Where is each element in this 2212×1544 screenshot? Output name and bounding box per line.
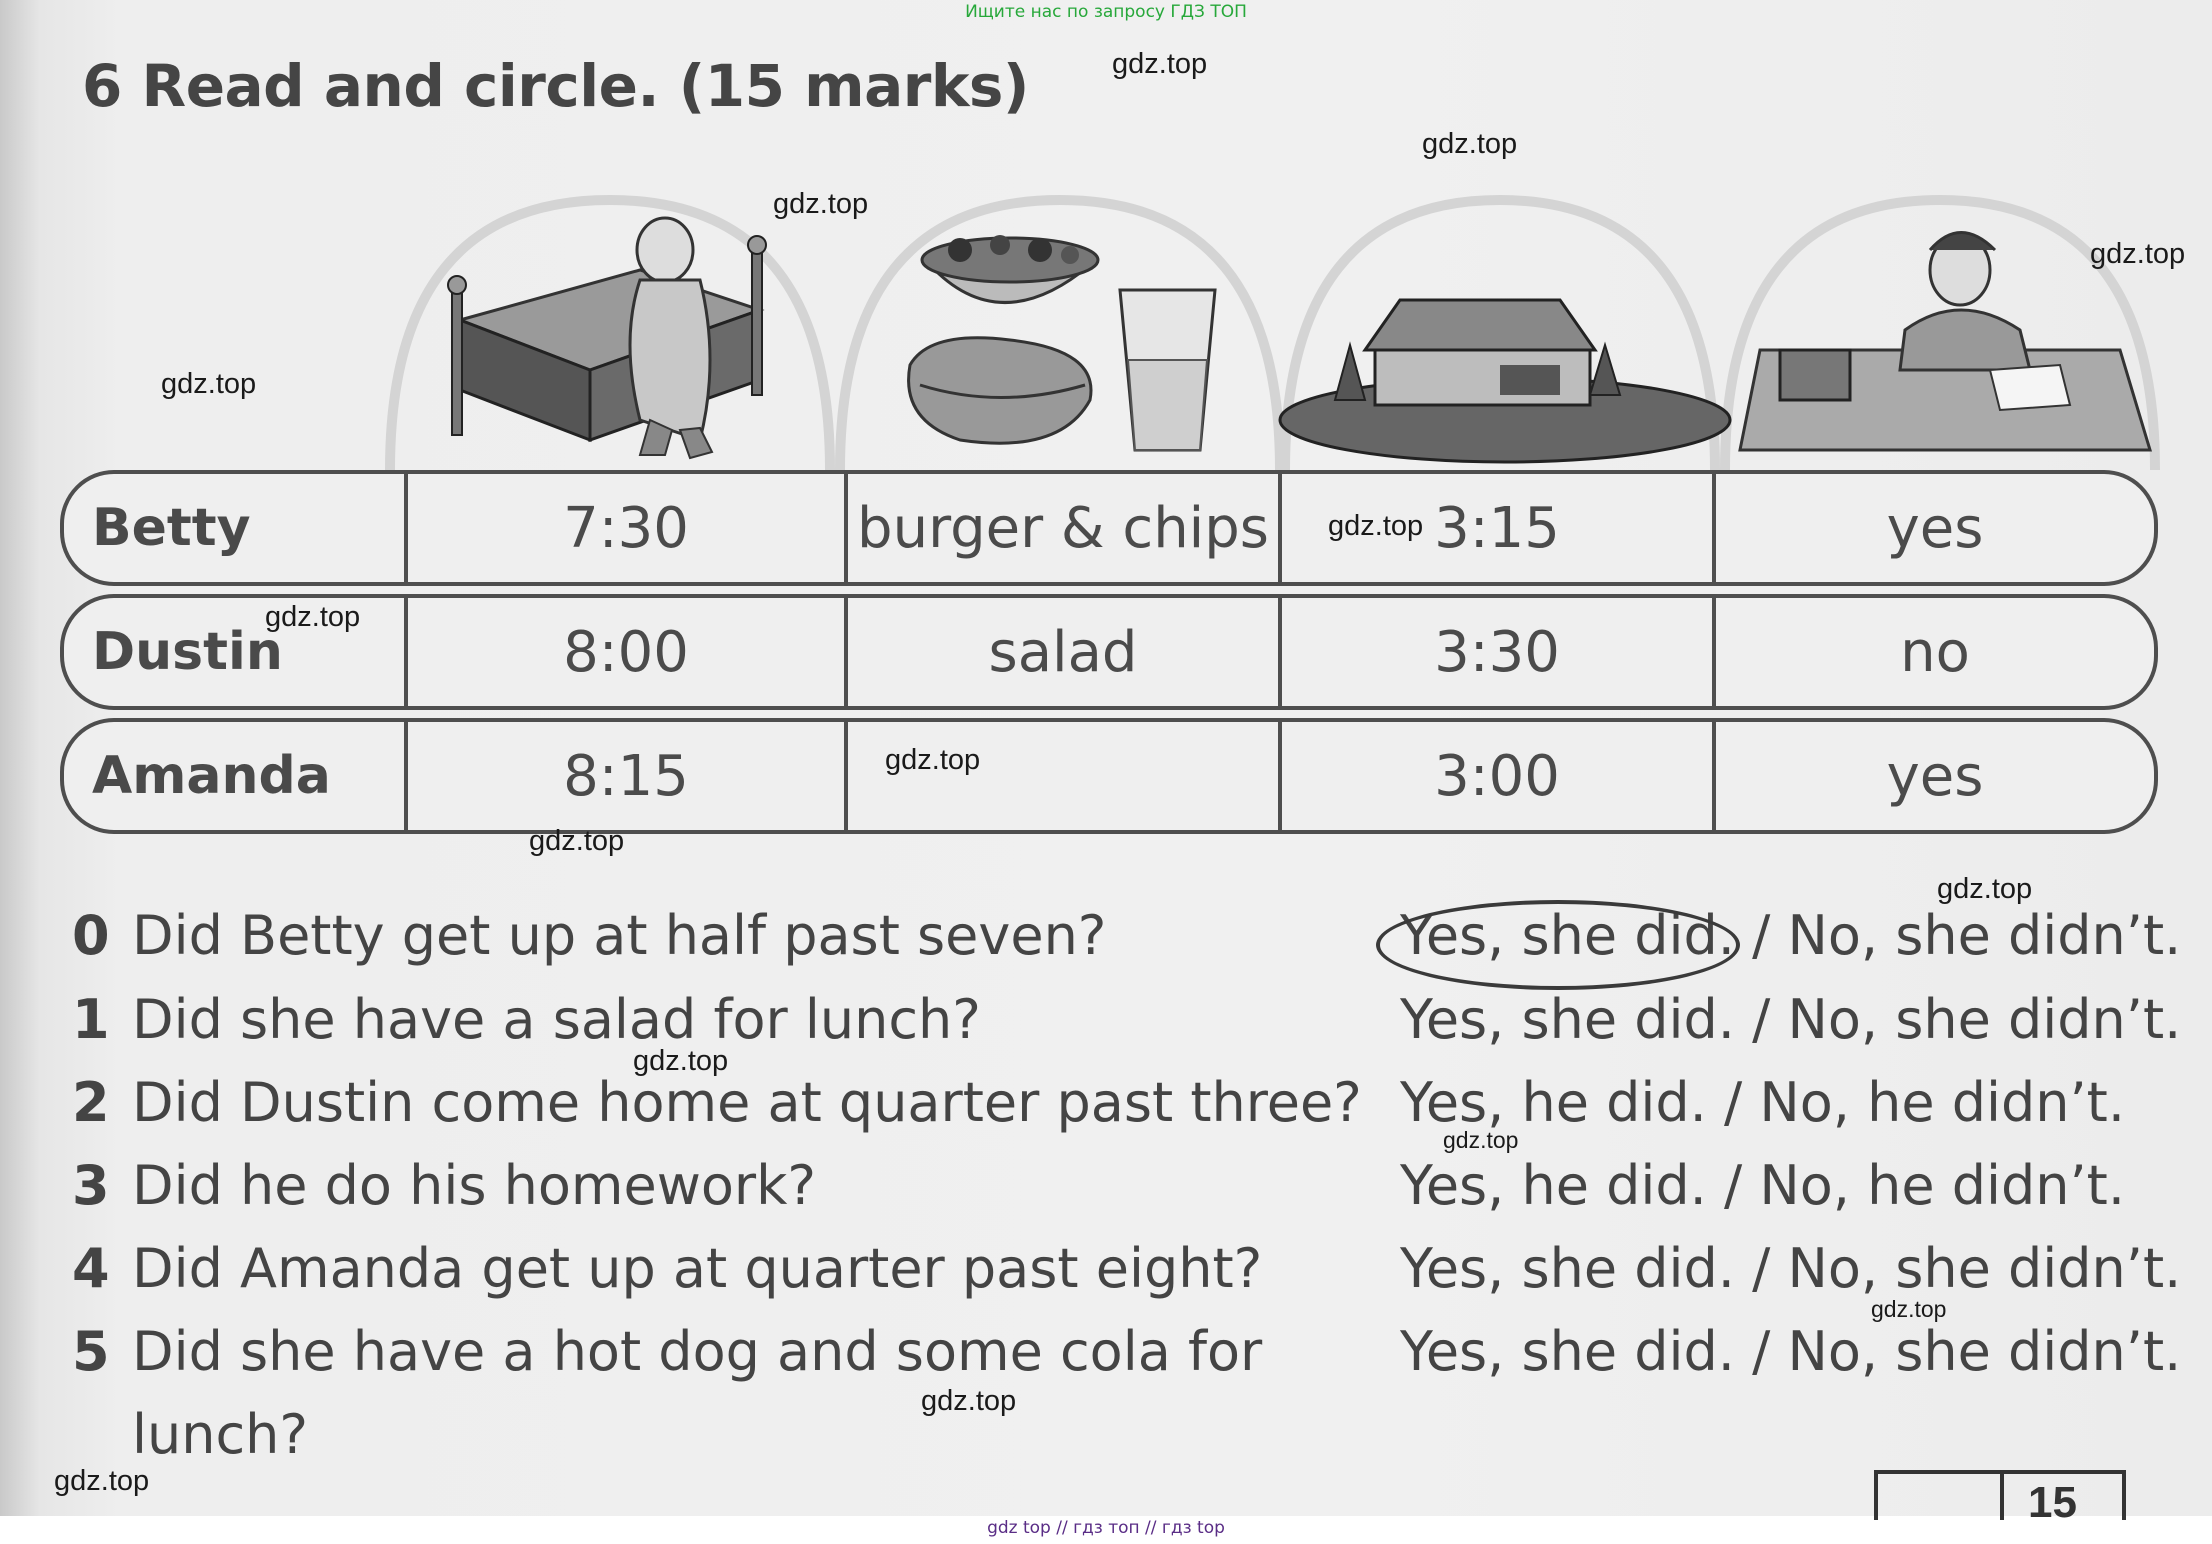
watermark: gdz.top (921, 1385, 1017, 1417)
getup-time: 7:30 (563, 495, 689, 561)
watermark: gdz.top (1422, 128, 1518, 160)
schedule-table (60, 470, 2158, 842)
watermark: gdz.top (1328, 510, 1424, 542)
question-5-continued: lunch? (132, 1403, 309, 1466)
table-row (60, 718, 2158, 834)
table-row (60, 594, 2158, 710)
watermark: gdz.top (885, 744, 981, 776)
watermark: gdz.top (529, 825, 625, 857)
getup-time: 8:00 (563, 619, 689, 685)
question-4: 4 Did Amanda get up at quarter past eight? (72, 1237, 1263, 1300)
watermark: gdz.top (1871, 1296, 1947, 1322)
question-1: 1 Did she have a salad for lunch? (72, 988, 981, 1051)
watermark: gdz.top (773, 188, 869, 220)
row-name: Dustin (92, 622, 283, 682)
row-name: Amanda (92, 746, 331, 806)
home-time: 3:00 (1434, 743, 1560, 809)
homework: yes (1886, 743, 1984, 809)
lunch-food-icon (909, 235, 1215, 450)
top-note: Ищите нас по запросу ГДЗ ТОП (965, 2, 1247, 22)
question-2: 2 Did Dustin come home at quarter past three? (72, 1071, 1362, 1134)
home-time: 3:30 (1434, 619, 1560, 685)
lunch: salad (988, 619, 1138, 685)
homework: no (1900, 619, 1970, 685)
watermark: gdz.top (1937, 873, 2033, 905)
marks-total: 15 (2028, 1478, 2077, 1527)
watermark: gdz.top (633, 1045, 729, 1077)
home-time: 3:15 (1434, 495, 1560, 561)
answer-choices[interactable]: Yes, he did. / No, he didn’t. (1400, 1154, 2126, 1217)
bed-girl-icon (448, 218, 766, 458)
homework-boy-icon (1740, 233, 2150, 451)
lunch: burger & chips (857, 495, 1269, 561)
question-5: 5 Did she have a hot dog and some cola for (72, 1320, 1263, 1383)
watermark: gdz.top (161, 368, 257, 400)
circled-answer-marker (1376, 900, 1740, 990)
marks-box (1874, 1470, 2126, 1527)
homework: yes (1886, 495, 1984, 561)
answer-choices[interactable]: Yes, she did. / No, she didn’t. (1400, 1237, 2182, 1300)
footer-links: gdz top // гдз топ // гдз top (987, 1518, 1225, 1538)
watermark: gdz.top (1112, 48, 1208, 80)
illustrations (0, 0, 2212, 470)
table-row (60, 470, 2158, 586)
answer-choices[interactable]: Yes, he did. / No, he didn’t. (1400, 1071, 2126, 1134)
house-icon (1280, 300, 1730, 462)
watermark: gdz.top (1443, 1127, 1519, 1153)
watermark: gdz.top (265, 601, 361, 633)
marks-divider (2000, 1474, 2004, 1520)
answer-choices[interactable]: Yes, she did. / No, she didn’t. (1400, 1320, 2182, 1383)
question-0: 0 Did Betty get up at half past seven? (72, 904, 1107, 967)
answer-choices[interactable]: Yes, she did. / No, she didn’t. (1400, 988, 2182, 1051)
answer-choices[interactable]: Yes, she did. / No, she didn’t. (1400, 904, 2182, 967)
watermark: gdz.top (2090, 238, 2186, 270)
row-name: Betty (92, 498, 251, 558)
getup-time: 8:15 (563, 743, 689, 809)
question-3: 3 Did he do his homework? (72, 1154, 817, 1217)
exercise-title: 6 Read and circle. (15 marks) (82, 52, 1029, 120)
watermark: gdz.top (54, 1465, 150, 1497)
